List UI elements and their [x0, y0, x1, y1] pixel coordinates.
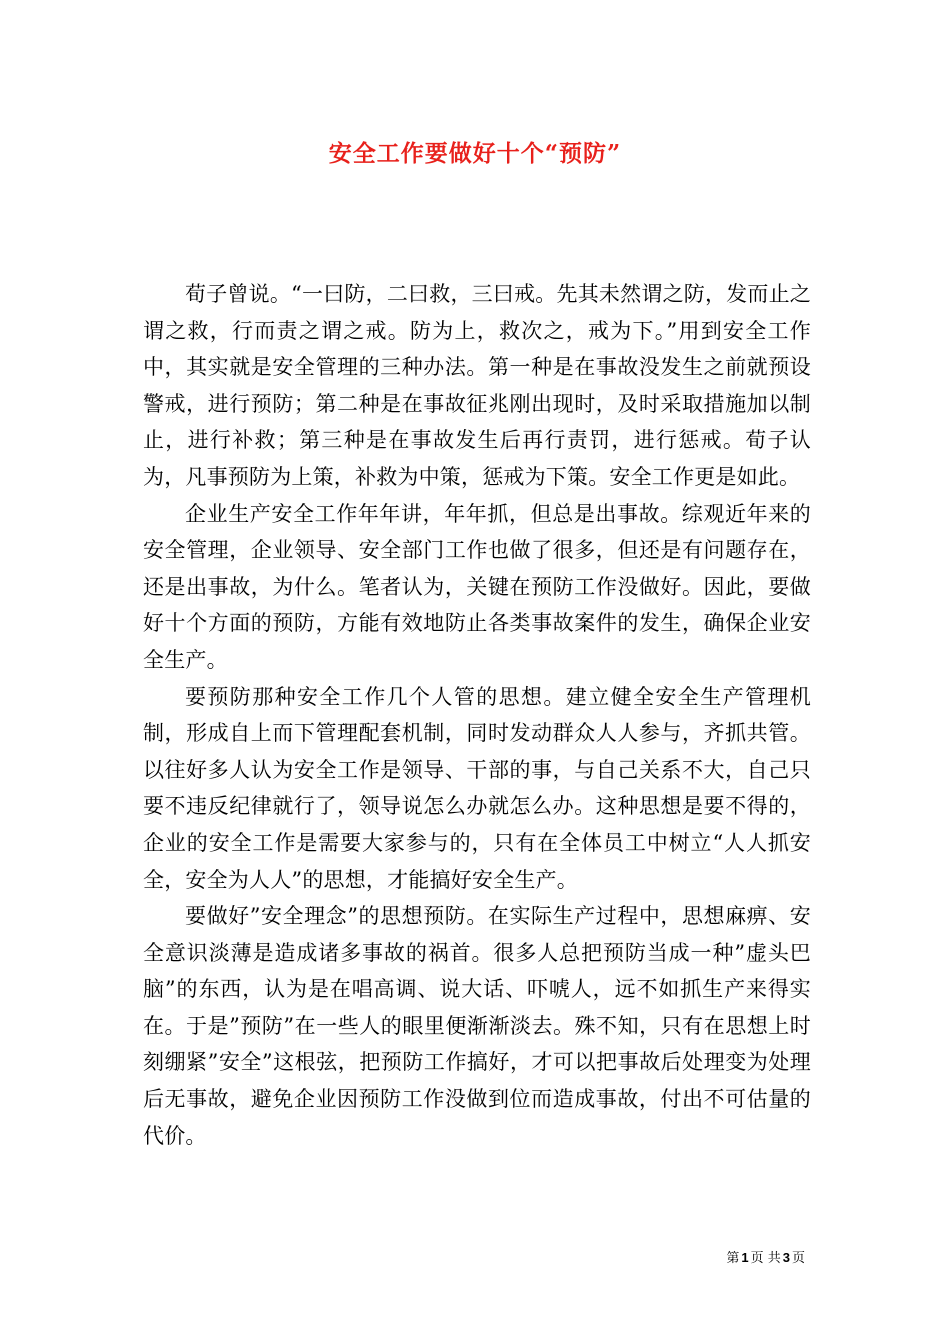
- paragraph: 要做好”安全理念”的思想预防。在实际生产过程中，思想麻痹、安全意识淡薄是造成诸多事故的祸首。很多人总把预防当成一种”虚头巴脑”的东西，认为是在唱高调、说大话、吓唬人，远不如抓生产来得实在。于是”预防”在一些人的眼里便渐渐淡去。殊不知，只有在思想上时刻绷紧”安全”这根弦，把预防工作搞好，才可以把事故后处理变为处理后无事故，避免企业因预防工作没做到位而造成事故，付出不可估量的代价。: [143, 904, 811, 1148]
- paragraph: 要预防那种安全工作几个人管的思想。建立健全安全生产管理机制，形成自上而下管理配套机制，同时发动群众人人参与，齐抓共管。以往好多人认为安全工作是领导、干部的事，与自己关系不大，自己只要不违反纪律就行了，领导说怎么办就怎么办。这种思想是要不得的，企业的安全工作是需要大家参与的，只有在全体员工中树立“人人抓安全，安全为人人”的思想，才能搞好安全生产。: [143, 684, 811, 892]
- document-title: 安全工作要做好十个“预防”: [328, 140, 622, 167]
- page-footer: [600, 1247, 805, 1266]
- current-page-number: 1: [741, 1250, 749, 1265]
- footer-suffix: 页: [791, 1251, 805, 1266]
- footer-middle: 页 共: [750, 1251, 781, 1266]
- document-body: [143, 276, 811, 1154]
- total-page-count: 3: [782, 1250, 790, 1265]
- paragraph: 荀子曾说。“一曰防，二曰救，三曰戒。先其未然谓之防，发而止之谓之救，行而责之谓之戒。防为上，救次之，戒为下。”用到安全工作中，其实就是安全管理的三种办法。第一种是在事故没发生之前就预设警戒，进行预防；第二种是在事故征兆刚出现时，及时采取措施加以制止，进行补救；第三种是在事故发生后再行责罚，进行惩戒。荀子认为，凡事预防为上策，补救为中策，惩戒为下策。安全工作更是如此。: [143, 282, 811, 489]
- paragraph: 企业生产安全工作年年讲，年年抓，但总是出事故。综观近年来的安全管理，企业领导、安全部门工作也做了很多，但还是有问题存在，还是出事故，为什么。笔者认为，关键在预防工作没做好。因此，要做好十个方面的预防，方能有效地防止各类事故案件的发生，确保企业安全生产。: [143, 501, 811, 672]
- footer-prefix: 第: [726, 1251, 740, 1266]
